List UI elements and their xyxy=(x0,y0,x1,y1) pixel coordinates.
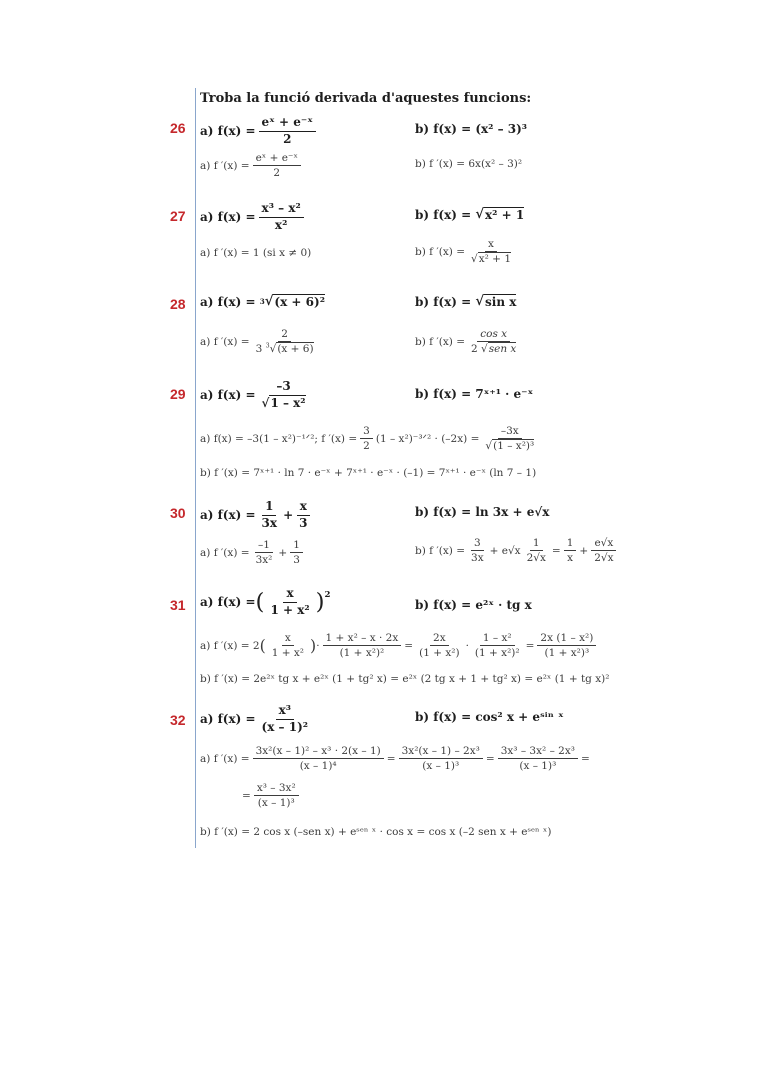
problem-30-b: b) f(x) = ln 3x + e√x xyxy=(415,505,550,519)
problem-27-b: b) f(x) = √ x² + 1 xyxy=(415,207,525,222)
problem-number: 26 xyxy=(170,120,186,136)
problem-number: 31 xyxy=(170,597,186,613)
problem-26-a: a) f(x) = $\frac{\text{eˣ + e⁻ˣ}}{2}$ xyxy=(200,116,319,147)
solution-27-a: a) f ′(x) = 1 (si x ≠ 0) xyxy=(200,247,312,259)
solution-31-a: a) f ′(x) = 2 ( $\frac{x}{\text{1 + x²}}$ ) · $\frac{\text{1 + x² – x · 2x}}{\text{(1 + x²)²}}$ = $\frac{2x}{\text{(1 + x²)}}$ · $\frac{\text{1 – x²}}{\text{(1 + x²)²}}$ = $\frac{\text{2x (1 – x²)}}{\text{(1 + x²)³}}$ xyxy=(200,632,599,659)
problem-31-b: b) f(x) = e²ˣ · tg x xyxy=(415,598,532,612)
solution-27-b: b) f ′(x) = $\frac{x}{\text{√x² + 1}}$ xyxy=(415,238,512,266)
problem-32-a: a) f(x) = $\frac{\text{x³}}{\text{(x – 1)²}}$ xyxy=(200,703,309,734)
problem-29-a: a) f(x) = $\frac{-3}{\text{√1 – x²}}$ xyxy=(200,379,306,410)
margin-rule xyxy=(195,88,196,848)
solution-28-a: a) f ′(x) = $\frac{2}{3 ^3√(x + 6)}$ xyxy=(200,328,314,356)
page-title: Troba la funció derivada d'aquestes funcions: xyxy=(200,91,532,106)
solution-32-a: a) f ′(x) = $\frac{\text{3x²(x – 1)² – x³ · 2(x – 1)}}{\text{(x – 1)⁴}}$ = $\frac{\text{3x²(x – 1) – 2x³}}{\text{(x – 1)³}}$ = $\frac{\text{3x³ – 3x² – 2x³}}{\text{(x – 1)³}}$ = xyxy=(200,745,590,773)
problem-28-b: b) f(x) = √ sin x xyxy=(415,294,517,309)
problem-number: 32 xyxy=(170,712,186,728)
solution-32-b: b) f ′(x) = 2 cos x (–sen x) + eˢᵉⁿ ˣ · cos x = cos x (–2 sen x + eˢᵉⁿ ˣ) xyxy=(200,826,552,838)
problem-31-a: a) f(x) = ( $\frac{x}{\text{1 + x²}}$ ) 2 xyxy=(200,586,331,617)
problem-number: 29 xyxy=(170,386,186,402)
problem-26-b: b) f(x) = (x² – 3)³ xyxy=(415,122,528,136)
solution-30-b: b) f ′(x) = $\frac{3}{3x}$ + e√x $\frac{1}{2√x}$ = $\frac{1}{x}$ + $\frac{e√x}{2√x}$ xyxy=(415,537,620,564)
solution-31-b: b) f ′(x) = 2e²ˣ tg x + e²ˣ (1 + tg² x) = e²ˣ (2 tg x + 1 + tg² x) = e²ˣ (1 + tg x)² xyxy=(200,673,610,685)
problem-number: 30 xyxy=(170,505,186,521)
problem-32-b: b) f(x) = cos² x + eˢⁱⁿ ˣ xyxy=(415,710,564,724)
problem-27-a: a) f(x) = $\frac{\text{x³ – x²}}{\text{x²}}$ xyxy=(200,202,307,233)
problem-30-a: a) f(x) = $\frac{1}{3x}$ + $\frac{x}{3}$ xyxy=(200,500,313,531)
solution-28-b: b) f ′(x) = $\frac{\text{cos x}}{\text{2 √sen x}}$ xyxy=(415,328,517,356)
solution-26-b: b) f ′(x) = 6x(x² – 3)² xyxy=(415,158,523,170)
problem-29-b: b) f(x) = 7ˣ⁺¹ · e⁻ˣ xyxy=(415,387,534,401)
problem-28-a: a) f(x) = 3 √ (x + 6)² xyxy=(200,294,325,309)
solution-32-a-cont: = $\frac{\text{x³ – 3x²}}{\text{(x – 1)³}}$ xyxy=(242,782,302,809)
problem-number: 28 xyxy=(170,296,186,312)
solution-26-a: a) f ′(x) = $\frac{\text{eˣ + e⁻ˣ}}{2}$ xyxy=(200,152,304,179)
solution-29-b: b) f ′(x) = 7ˣ⁺¹ · ln 7 · e⁻ˣ + 7ˣ⁺¹ · e⁻ˣ · (–1) = 7ˣ⁺¹ · e⁻ˣ (ln 7 – 1) xyxy=(200,467,537,479)
solution-29-a: a) f(x) = –3(1 – x²)⁻¹ᐟ²; f ′(x) = $\frac{3}{2}$ (1 – x²)⁻³ᐟ² · (–2x) = $\frac{-3x}{\text{√(1 – x²)³}}$ xyxy=(200,425,535,453)
solution-30-a: a) f ′(x) = $\frac{-1}{\text{3x²}}$ + $\frac{1}{3}$ xyxy=(200,539,306,566)
problem-number: 27 xyxy=(170,208,186,224)
